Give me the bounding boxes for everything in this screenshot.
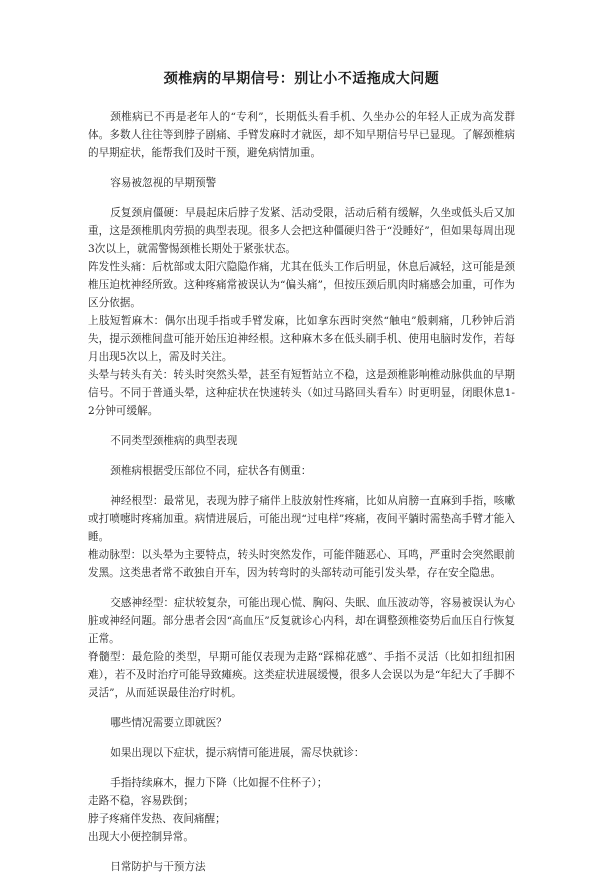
symptom-item: 反复颈肩僵硬：早晨起床后脖子发紧、活动受限，活动后稍有缓解，久坐或低头后又加重，这是颈椎肌肉劳损的典型表现。很多人会把这种僵硬归咎于“没睡好”，但如果每周出现3次以上，就需警惕颈椎长期处于紧张状态。 [88, 207, 515, 255]
section-heading-see-doctor: 哪些情况需要立即就医？ [110, 717, 227, 729]
intro-paragraph: 颈椎病已不再是老年人的“专利”，长期低头看手机、久坐办公的年轻人正成为高发群体。多数人往往等到脖子剧痛、手臂发麻时才就医，却不知早期信号早已显现。了解颈椎病的早期症状，能帮我们及时干预，避免病情加重。 [88, 111, 515, 159]
urgent-symptom-item: 出现大小便控制异常。 [88, 831, 194, 843]
type-item: 神经根型：最常见，表现为脖子痛伴上肢放射性疼痛，比如从肩膀一直麻到手指，咳嗽或打喷嚏时疼痛加重。病情进展后，可能出现“过电样”疼痛，夜间平躺时需垫高手臂才能入睡。 [88, 495, 515, 543]
type-item: 交感神经型：症状较复杂，可能出现心慌、胸闷、失眠、血压波动等，容易被误认为心脏或神经问题。部分患者会因“高血压”反复就诊心内科，却在调整颈椎姿势后血压自行恢复正常。 [88, 597, 515, 645]
types-intro: 颈椎病根据受压部位不同，症状各有侧重： [110, 465, 312, 477]
type-item: 椎动脉型：以头晕为主要特点，转头时突然发作，可能伴随恶心、耳鸣，严重时会突然眼前发黑。这类患者常不敢独自开车，因为转弯时的头部转动可能引发头晕，存在安全隐患。 [88, 549, 515, 579]
urgent-symptom-item: 手指持续麻木，握力下降（比如握不住杯子）； [110, 777, 328, 789]
section-heading-prevention: 日常防护与干预方法 [110, 861, 206, 873]
section-heading-types: 不同类型颈椎病的典型表现 [110, 435, 238, 447]
see-doctor-intro: 如果出现以下症状，提示病情可能进展，需尽快就诊： [110, 747, 365, 759]
symptom-item: 头晕与转头有关：转头时突然头晕，甚至有短暂站立不稳，这是颈椎影响椎动脉供血的早期信号。不同于普通头晕，这种症状在快速转头（如过马路回头看车）时更明显，闭眼休息1-2分钟可缓解。 [88, 369, 515, 417]
symptom-item: 阵发性头痛：后枕部或太阳穴隐隐作痛，尤其在低头工作后明显，休息后减轻，这可能是颈椎压迫枕神经所致。这种疼痛常被误认为“偏头痛”，但按压颈后肌肉时痛感会加重，可作为区分依据。 [88, 261, 515, 309]
symptom-item: 上肢短暂麻木：偶尔出现手指或手臂发麻，比如拿东西时突然“触电”般刺痛，几秒钟后消失，提示颈椎间盘可能开始压迫神经根。这种麻木多在低头刷手机、使用电脑时发作，若每月出现5次以上，需及时关注。 [88, 315, 515, 363]
type-item: 脊髓型：最危险的类型，早期可能仅表现为走路“踩棉花感”、手指不灵活（比如扣纽扣困难），若不及时治疗可能导致瘫痪。这类症状进展缓慢，很多人会误以为是“年纪大了手脚不灵活”，从而延误最佳治疗时机。 [88, 651, 515, 699]
article-title: 颈椎病的早期信号：别让小不适拖成大问题 [163, 71, 440, 87]
urgent-symptom-item: 脖子疼痛伴发热、夜间痛醒； [88, 813, 226, 825]
section-heading-early-warning: 容易被忽视的早期预警 [110, 177, 217, 189]
urgent-symptom-item: 走路不稳，容易跌倒； [88, 795, 194, 807]
